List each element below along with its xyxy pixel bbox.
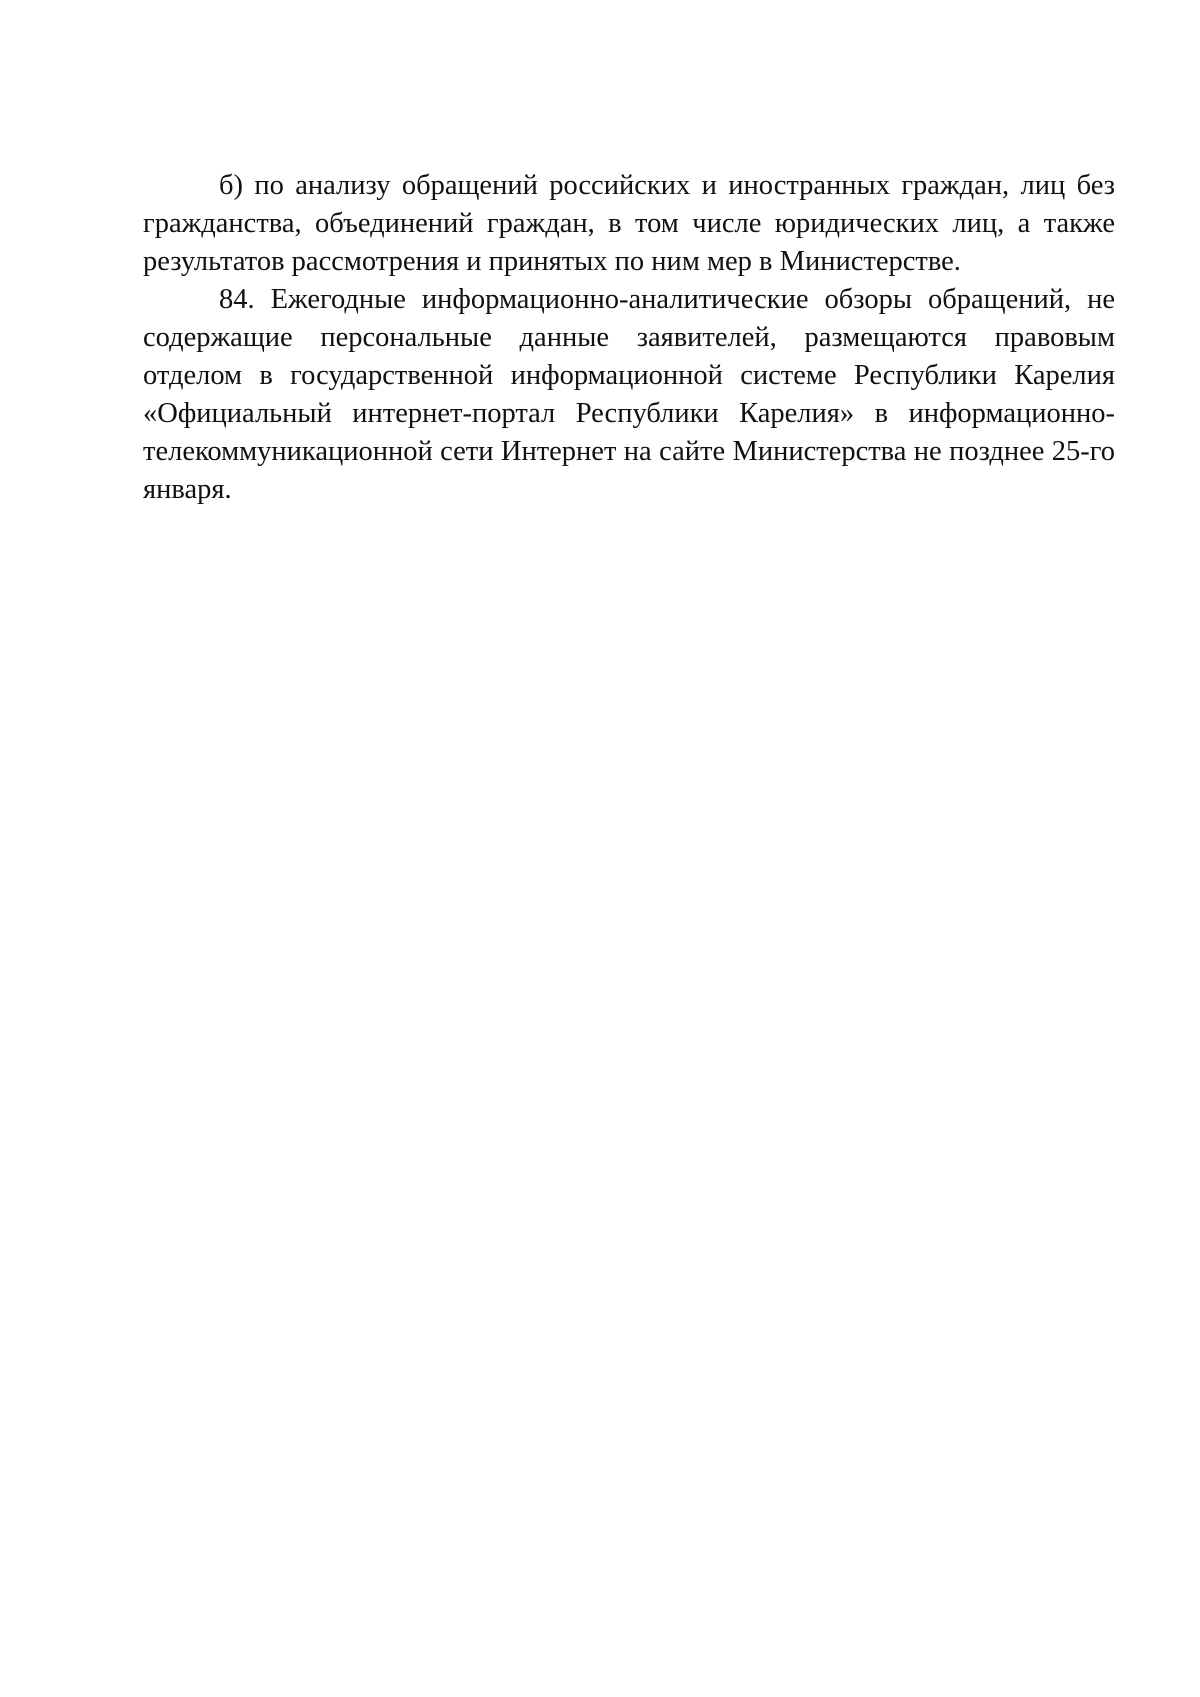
paragraph-b: б) по анализу обращений российских и иностранных граждан, лиц без гражданства, объединений граждан, в том числе юридических лиц, а также результатов рассмотрения и принятых по ним мер в Министерстве. xyxy=(143,170,1115,277)
document-body xyxy=(143,167,1115,509)
paragraph-84: 84. Ежегодные информационно-аналитические обзоры обращений, не содержащие персональные данные заявителей, размещаются правовым отделом в государственной информационной системе Республики Карелия «Официальный интернет-портал Республики Карелия» в информационно-телекоммуникационной сети Интернет на сайте Министерства не позднее 25-го января. xyxy=(143,284,1115,505)
